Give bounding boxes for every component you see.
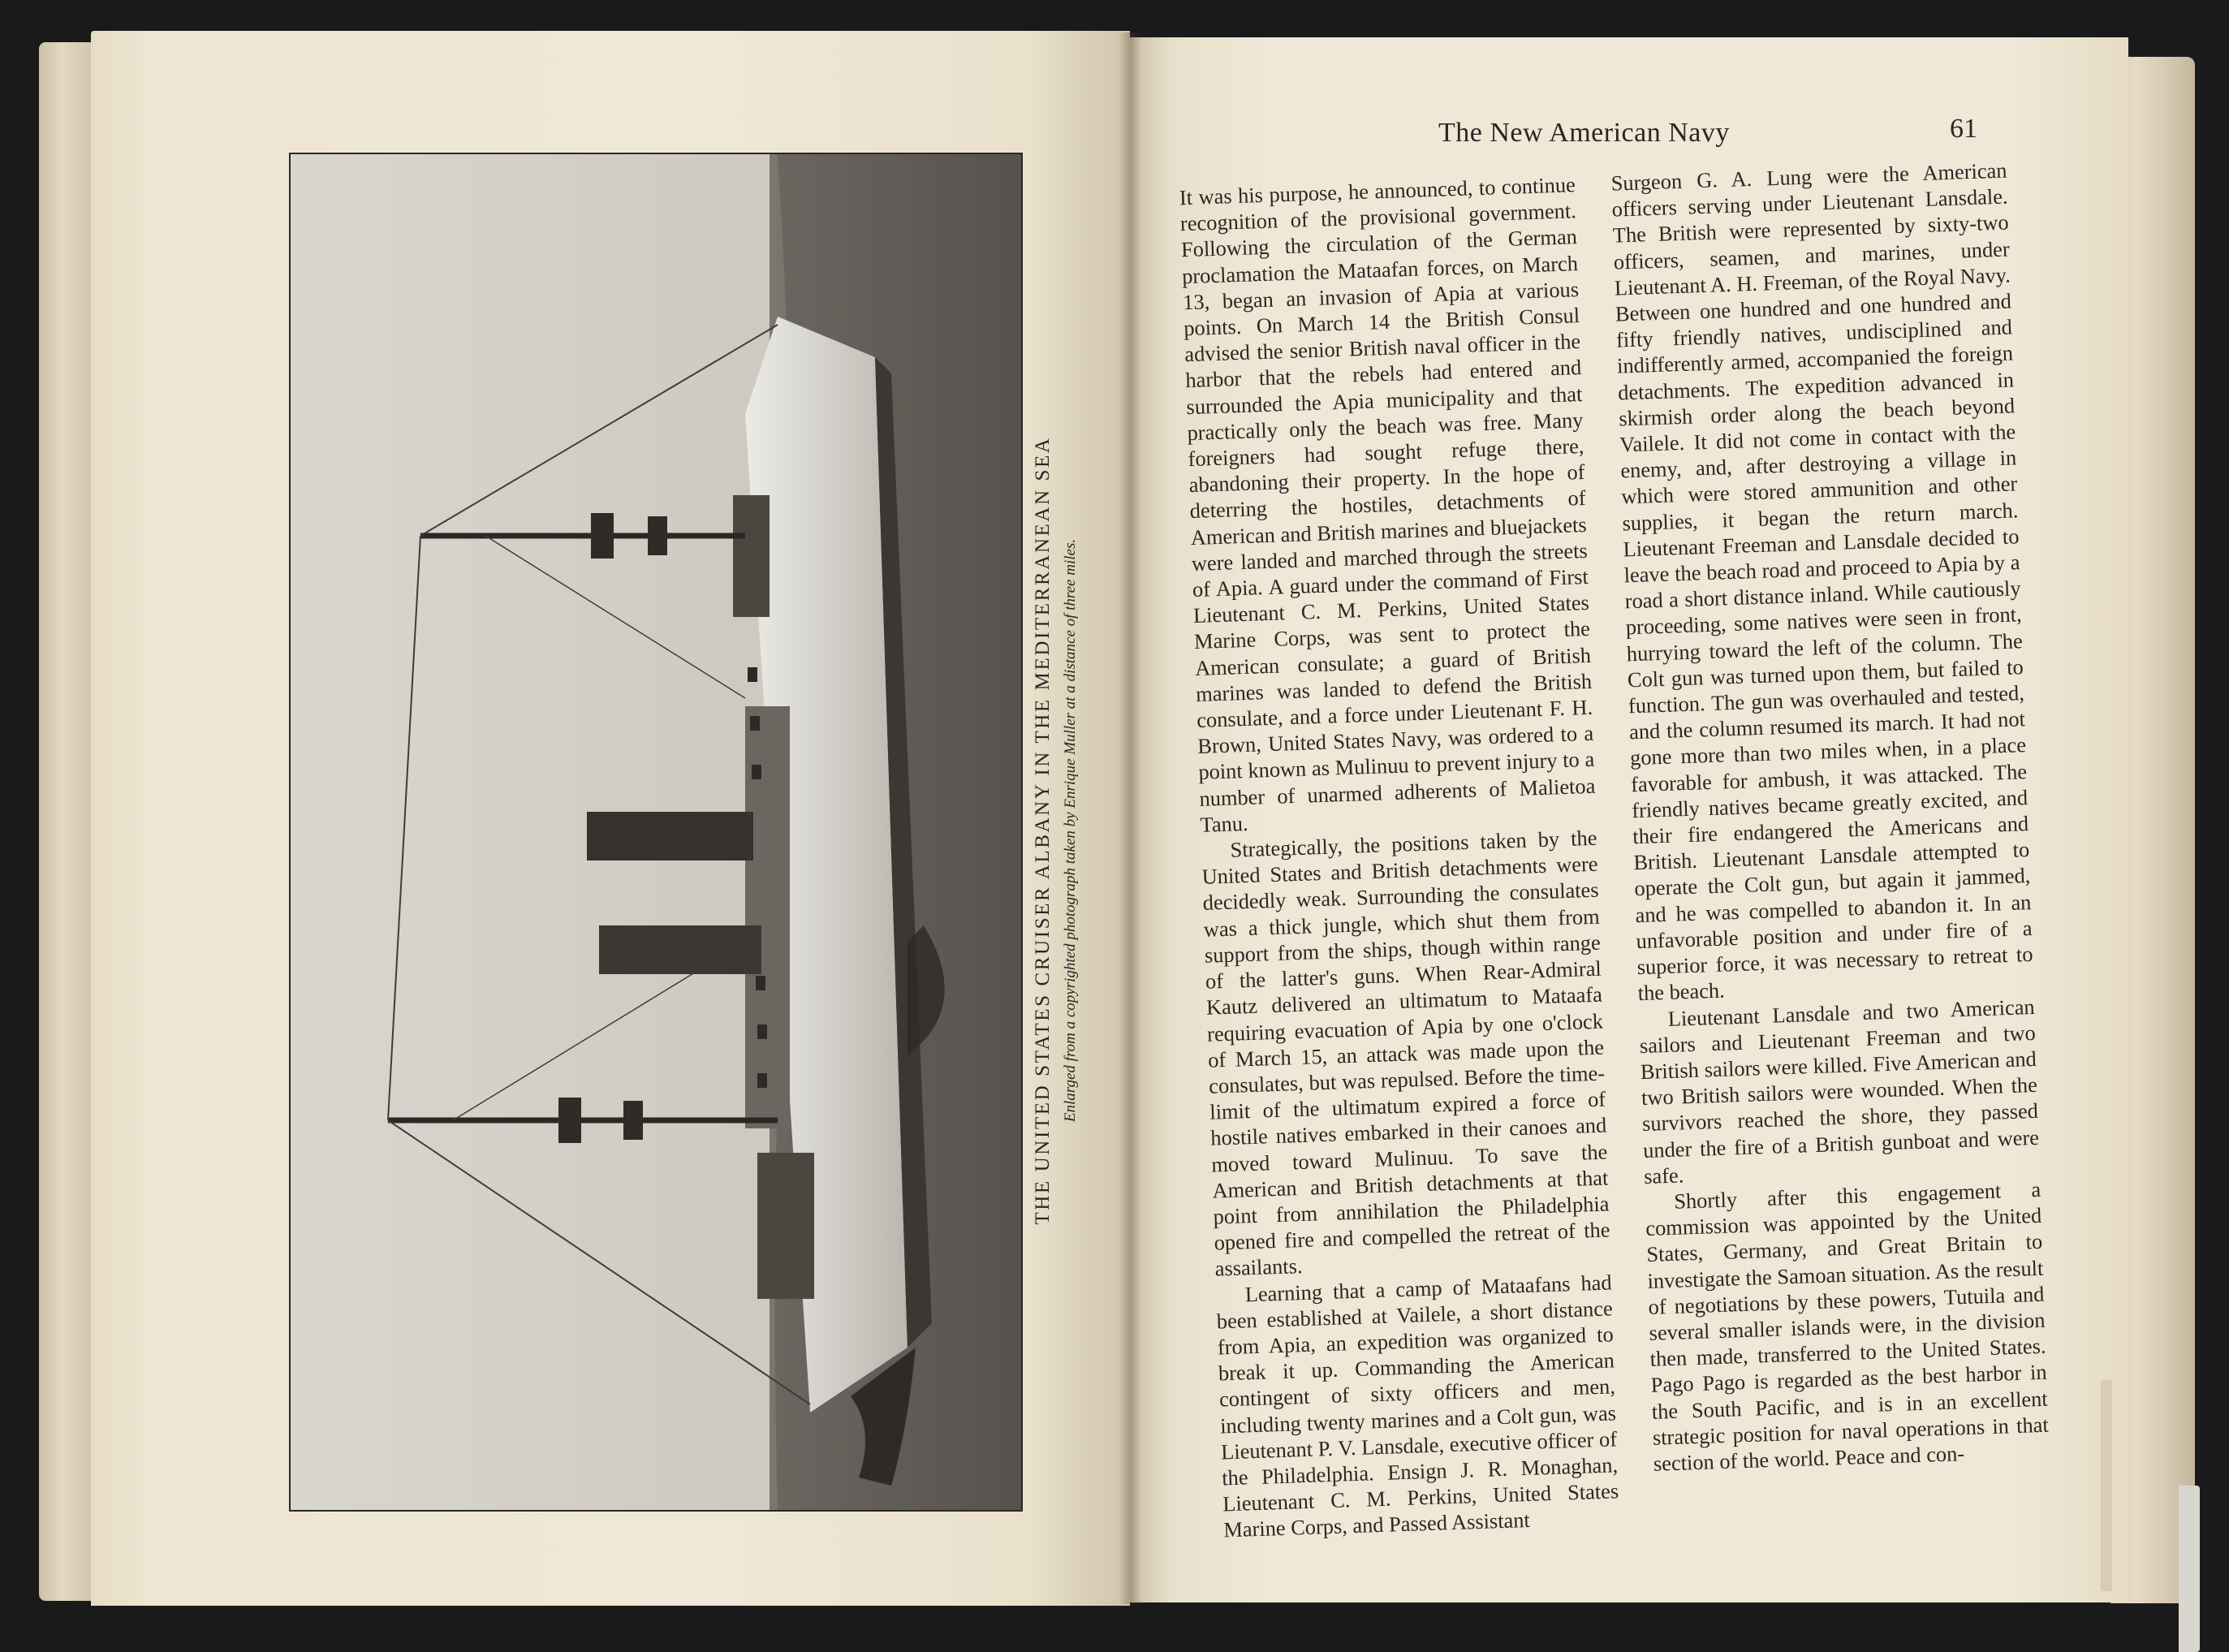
caption-credit: Enlarged from a copyrighted photograph taken by Enrique Muller at a distance of three miles. (1062, 538, 1079, 1123)
paragraph: It was his purpose, he announced, to continue recognition of the provisional government. Following the circulation of the German proclamation the Mataafan forces, on March 13, began an invasion of Apia at various points. On March 14 the British Consul advised the senior British naval officer in the harbor that the rebels had entered and surrounded the Apia municipality and that practically only the beach was free. Many foreigners had sought refuge there, abandoning their property. In the hope of deterring the hostiles, detachments of American and British marines and bluejackets were landed and marched through the streets of Apia. A guard under the command of First Lieutenant C. M. Perkins, United States Marine Corps, was sent to protect the American consulate; a guard of British marines was landed to defend the British consulate, and a force under Lieutenant F. H. Brown, United States Navy, was ordered to a point known as Mulinuu to prevent injury to a number of unarmed adherents of Malietoa Tanu. (1179, 172, 1596, 837)
caption-title: THE UNITED STATES CRUISER ALBANY IN THE MEDITERRANEAN SEA (1032, 436, 1054, 1225)
paragraph: Strategically, the positions taken by the United States and British detachments were decidedly weak. Surrounding the consulates was a thick jungle, which shut them from support from the ships, though within range of the latter's guns. When Rear-Admiral Kautz delivered an ultimatum to Mataafa requiring evacuation of Apia by one o'clock of March 15, an attack was made upon the consulates, but was repulsed. Before the time-limit of the ultimatum expired a force of hostile natives embarked in their canoes and moved toward Mulinuu. To save the American and British detachments at that point from annihilation the Philadelphia opened fire and compelled the retreat of the assailants. (1201, 825, 1610, 1281)
text-column-1 (1179, 171, 1619, 1543)
text-column-2 (1610, 157, 2050, 1477)
cruiser-photograph (291, 154, 1021, 1510)
plate-caption (1028, 153, 1101, 1508)
book-gutter (1119, 32, 1141, 1604)
text-block (1179, 157, 2050, 1542)
page-edge-shadow (2101, 1380, 2112, 1591)
running-head: The New American Navy (1438, 118, 1730, 148)
paragraph: Lieutenant Lansdale and two American sailors and Lieutenant Freeman and two British sailors were killed. Five American and two British sailors were wounded. When the survivors reached the shore, they passed under the fire of a British gunboat and were safe. (1639, 994, 2040, 1188)
paragraph: Shortly after this engagement a commission was appointed by the United States, Germany, and Great Britain to investigate the Samoan situation. As the result of negotiations by these powers, Tutuila and several smaller islands were, in the division then made, transferred to the United States. Pago Pago is regarded as the best harbor in the South Pacific, and is in an excellent strategic position for naval operations in that section of the world. Peace and con- (1645, 1176, 2050, 1476)
page-edge-tab (2179, 1486, 2200, 1652)
paragraph: Learning that a camp of Mataafans had been established at Vailele, a short distance from Apia, an expedition was organized to break it up. Commanding the American contingent of sixty officers and men, including twenty marines and a Colt gun, was Lieutenant P. V. Lansdale, executive officer of the Philadelphia. Ensign J. R. Monaghan, Lieutenant C. M. Perkins, United States Marine Corps, and Passed Assistant (1216, 1269, 1619, 1542)
paragraph: Surgeon G. A. Lung were the American officers serving under Lieutenant Lansdale. The British were represented by sixty-two officers, seamen, and marines, under Lieutenant A. H. Freeman, of the Royal Navy. Between one hundred and one hundred and fifty friendly natives, undisciplined and indifferently armed, accompanied the foreign detachments. The expedition advanced in skirmish order along the beach beyond Vailele. It did not come in contact with the enemy, and, after destroying a village in which were stored ammunition and other supplies, it began the return march. Lieutenant Freeman and Lansdale decided to leave the beach road and proceed to Apia by a road a short distance inland. While cautiously proceeding, some natives were seen in front, hurrying toward the left of the column. The Colt gun was turned upon them, but failed to function. The gun was overhauled and tested, and the column resumed its march. It had not gone more than two miles when, in a place favorable for ambush, it was attacked. The friendly natives became greatly excited, and their fire endangered the Americans and British. Lieutenant Lansdale attempted to operate the Colt gun, but again it jammed, and he was compelled to abandon it. In an unfavorable position and under fire of a superior force, it was necessary to retreat to the beach. (1610, 157, 2033, 1006)
page-number: 61 (1950, 114, 1977, 144)
cruiser-plate (289, 153, 1023, 1512)
